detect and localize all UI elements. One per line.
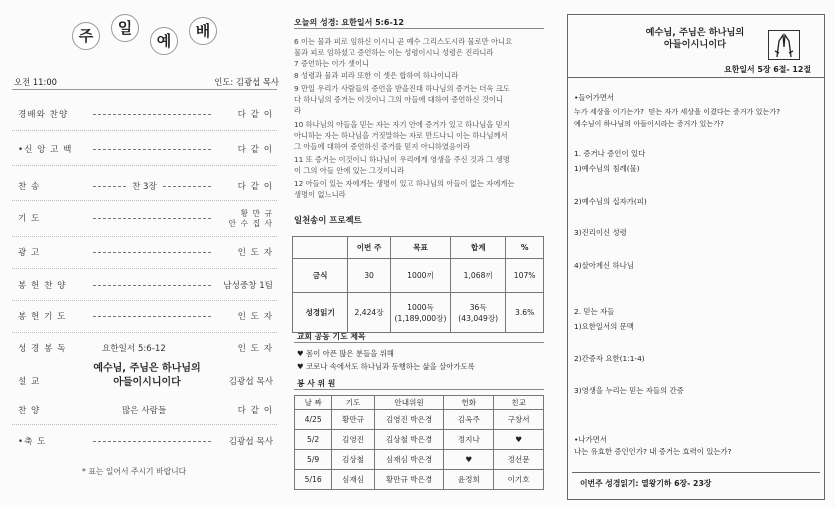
title-char-1: 주 <box>72 22 100 50</box>
order-row: 기 도 황 만 규 안 수 집 사 <box>18 209 273 228</box>
prayer-item: ♥ 몸이 아픈 많은 분들을 위해 <box>297 349 394 358</box>
point: 3)영생을 누리는 믿는 자들의 간증 <box>574 386 684 395</box>
praying-hands-icon <box>768 30 800 60</box>
sermon-box <box>567 14 825 500</box>
order-row: •신 앙 고 백 다 같 이 <box>18 145 273 155</box>
order-row: 성 경 봉 독 요한일서 5:6-12 인 도 자 <box>18 344 273 354</box>
intro-question: 누가 세상을 이기는가? 믿는 자가 세상을 이겼다는 증거가 있는가? 예수님이 하나님의 아들이시라는 증거가 있는가? <box>574 107 780 128</box>
verse-line: 7 증언하는 이가 셋이니 <box>294 59 370 68</box>
heart-icon: ♥ <box>297 349 304 358</box>
verse-line: 9 만일 우리가 사람들의 증언을 받을진대 하나님의 증거는 더욱 크도 <box>294 84 510 93</box>
order-row: 찬 송 찬 3장 다 같 이 <box>18 182 273 192</box>
service-time: 오전 11:00 <box>14 77 57 87</box>
order-row: 광 고 인 도 자 <box>18 248 273 258</box>
reading-panel <box>285 0 560 507</box>
order-row: 경배와 찬양 다 같 이 <box>18 110 273 120</box>
order-row: •축 도 김광섭 목사 <box>18 437 273 447</box>
verse-line: 라 <box>294 106 302 115</box>
title-char-3: 예 <box>150 27 178 55</box>
verse-line: 생명이 없느니라 <box>294 190 346 199</box>
point: 3)진리이신 성령 <box>574 228 627 237</box>
verse-line: 10 하나님의 아들을 믿는 자는 자기 안에 증거가 있고 하나님을 믿지 <box>294 120 510 129</box>
verse-line: 그 아들에 대하여 증언하신 증거를 믿지 아니하였음이라 <box>294 142 471 151</box>
worship-order-panel <box>0 0 285 507</box>
servants-title: 봉 사 위 원 <box>297 379 336 388</box>
point: 1)요한일서의 문맥 <box>574 322 634 331</box>
reading-title: 오늘의 성경: 요한일서 5:6-12 <box>294 18 404 27</box>
point: 2)간증자 요한(1:1-4) <box>574 354 645 363</box>
verse-line: 이 그의 아들 안에 있는 그것이니라 <box>294 166 405 175</box>
verse-line: 물과 피로 임하셨고 증언하는 이는 성령이시니 성령은 진리니라 <box>294 48 494 57</box>
sermon-heading: 예수님, 주님은 하나님의 아들이시니이다 <box>645 27 745 50</box>
order-row: 봉 헌 찬 양 남성중창 1팀 <box>18 281 273 291</box>
verse-line: 다 하나님의 증거는 이것이니 그의 아들에 대하여 증언하신 것이니 <box>294 95 503 104</box>
order-row: 설 교 김광섭 목사 <box>18 377 273 387</box>
title-char-2: 일 <box>111 14 139 42</box>
outro-heading: •나가면서 <box>574 435 607 444</box>
verse-line: 아니하는 자는 하나님을 거짓말하는 자로 만드나니 이는 하나님께서 <box>294 131 508 140</box>
point: 2)예수님의 십자가(피) <box>574 197 647 206</box>
scripture-ref: 요한일서 5장 6절- 12절 <box>724 65 811 74</box>
verse-line: 12 아들이 있는 자에게는 생명이 있고 하나님의 아들이 없는 자에게는 <box>294 179 515 188</box>
project-title: 일천송이 프로젝트 <box>294 215 362 225</box>
order-row: 찬 양 많은 사람들 다 같 이 <box>18 406 273 416</box>
point: 4)살아계신 하나님 <box>574 261 634 270</box>
point: 1)예수님의 침례(물) <box>574 164 640 173</box>
section-2: 2. 믿는 자들 <box>574 307 615 316</box>
standing-note: * 표는 일어서 주시기 바랍니다 <box>82 467 187 476</box>
weekly-reading: 이번주 성경읽기: 열왕기하 6장- 23장 <box>580 479 712 488</box>
project-table: 이번 주 목표 합계 % 금식 30 1000끼 1,068끼 107% 성경읽기 2,424장 1000독 (1,189,000장) 36독 (43,049장) 3.6% <box>292 236 544 333</box>
sermon-notes-panel <box>560 0 835 507</box>
servants-table: 날 짜 기도 안내위원 헌화 친교 4/25 황만규 김영진 박은경 김옥주 구창서 5/2 김영진 김상철 박은경 정지나 ♥ 5/9 김상철 심재심 박은경 ♥ 정선문 5/16 심재심 황만규 박은경 윤정희 이기호 <box>294 395 544 490</box>
verse-line: 6 이는 물과 피로 임하신 이시니 곧 예수 그리스도시라 물로만 아니요 <box>294 37 513 46</box>
title-char-4: 배 <box>189 17 217 45</box>
intro-heading: •들어가면서 <box>574 93 615 102</box>
order-row: 봉 헌 기 도 인 도 자 <box>18 312 273 322</box>
service-leader: 인도: 김광섭 목사 <box>214 77 279 87</box>
section-1: 1. 증거나 증인이 있다 <box>574 149 646 158</box>
sermon-title: 예수님, 주님은 하나님의 아들이시니이다 <box>93 363 201 388</box>
verse-line: 11 또 증거는 이것이니 하나님이 우리에게 영생을 주신 것과 그 생명 <box>294 155 510 164</box>
verse-line: 8 성령과 물과 피라 또한 이 셋은 합하여 하나이니라 <box>294 71 459 80</box>
prayer-item: ♥ 코로나 속에서도 하나님과 동행하는 삶을 살아가도록 <box>297 362 475 371</box>
prayer-title: 교회 공동 기도 제목 <box>297 332 366 341</box>
heart-icon: ♥ <box>297 362 304 371</box>
outro-question: 나는 유효한 증인인가? 내 증거는 효력이 있는가? <box>574 447 732 456</box>
